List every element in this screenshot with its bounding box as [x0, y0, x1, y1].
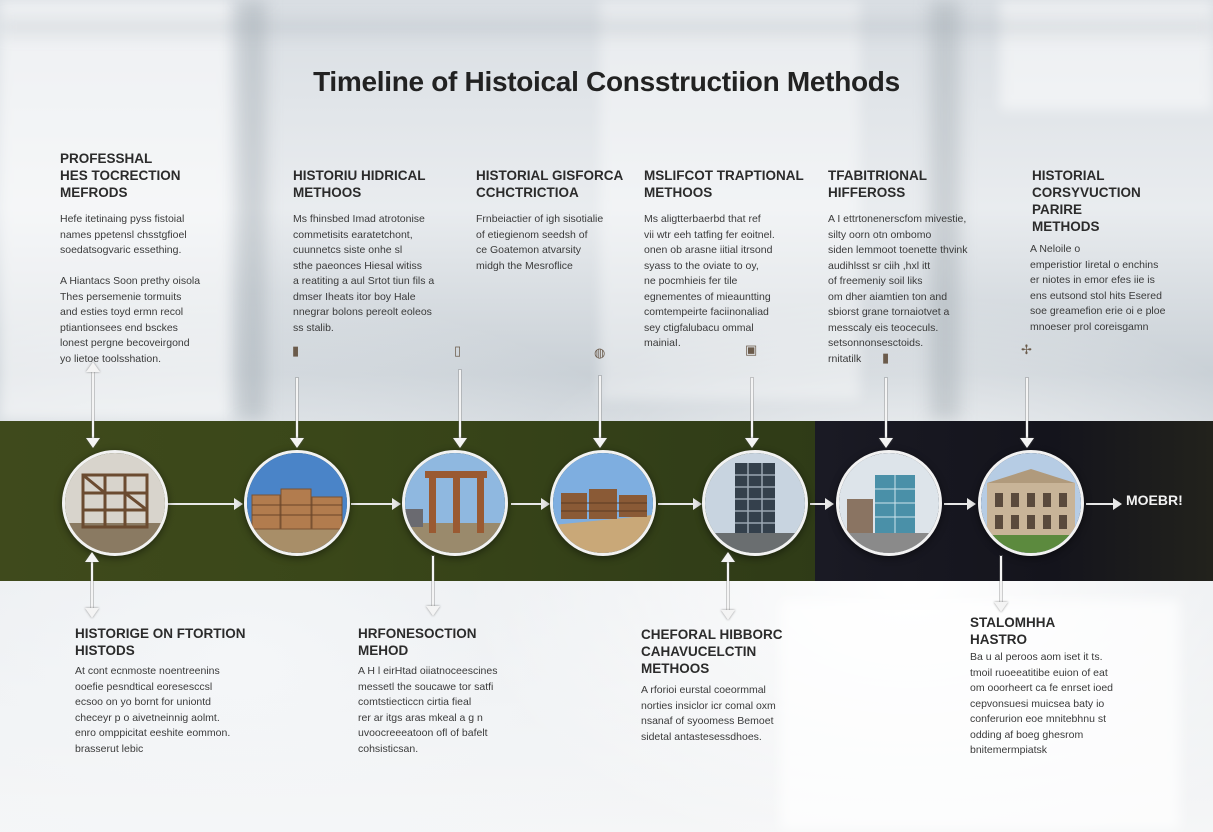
method-description: A Neloile o emperistior Iiretal o enchins er niotes in emor efes iie is ens eutsond stol hits Esered soe greamefion erie oi e ploe mnoeser prol coreisgamn — [1030, 243, 1166, 333]
connector-arrow — [92, 366, 94, 444]
timeline-arrow — [810, 503, 832, 505]
timeline-arrow — [658, 503, 700, 505]
timeline-node-post-beam[interactable] — [402, 450, 508, 556]
method-description: Frnbeiactier of igh sisotialie of etiegienom seedsh of ce Goatemon atvarsity midgh the Mesroflice — [476, 213, 604, 272]
timeline-arrow — [167, 503, 241, 505]
connector-arrow — [1026, 378, 1028, 444]
method-label: HRFONESOCTION MEHOD — [358, 626, 477, 658]
timeline-end-label: MOEBR! — [1126, 492, 1183, 508]
method-description: Ms aligtterbaerbd that ref vii wtr eeh tatfing fer eoitnel. onen ob arasne iitial itrsond syass to the oviate to oy, ne pocmhieis fer tile egnementes of mieauntting comtempeirte faciinonaliad sey ctigfalubacu ommal mainiaI. — [644, 213, 775, 349]
connector-arrow — [1000, 556, 1002, 608]
tool-marker-icon: ▯ — [454, 343, 462, 358]
timeline-node-classical-facade[interactable] — [978, 450, 1084, 556]
method-label: HISTORIU HIDRICAL METHOOS — [293, 168, 426, 200]
timeline-arrow — [351, 503, 399, 505]
method-label: PROFESSHAL HES TOCRECTION MEFRODS — [60, 151, 181, 200]
timeline-arrow — [1086, 503, 1120, 505]
method-label: MSLIFCOT TRAPTIONAL METHOOS — [644, 168, 804, 200]
post-beam-image — [405, 453, 505, 553]
method-description: Ba u al peroos aom iset it ts. tmoil ruoeeatitibe euion of eat om ooorheert ca fe enrset ioed cepvonsuesi muicsea baty io conferurion eoe mnitebhnu st odding af boeg ghesrom bnitemermpiatsk — [970, 651, 1114, 756]
connector-arrow — [432, 556, 434, 612]
timeline-node-steel-highrise[interactable] — [702, 450, 808, 556]
steel-highrise-image — [705, 453, 805, 553]
method-description: At cont ecnmoste noentreenins ooefie pesndtical eoresesccsl ecsoo on yo bornt for uniontd checeyr p o aivetneinnig aolmt. enro omppicitat eeshite eommon. brasserut lebic — [75, 665, 231, 755]
method-label: TFABITRIONAL HIFFEROSS — [828, 168, 927, 200]
document-marker-icon: ▣ — [745, 342, 758, 357]
method-label: HISTORIGE ON FTORTION HISTODS — [75, 626, 246, 658]
connector-arrow — [885, 378, 887, 444]
method-description: A rforioi eurstal coeormmal norties insiclor icr comal oxm nsanaf of syoomess Bemoet sidetal antastesessdhoes. — [641, 684, 776, 743]
method-label: CHEFORAL HIBBORC CAHAVUCELCTIN METHOOS — [641, 627, 783, 676]
connector-arrow — [751, 378, 753, 444]
method-description: A I ettrtonenerscfom mivestie, silty oorn otn ombomo siden lemmoot toenette thvink audihlsst sr ciih ,hxl itt of freemeniy soil liks om dher aiamtien ton and sbiorst grane tornaiotvet a messcaly eis teoceculs. setsonnonsesctoids. rnitatilk — [828, 213, 968, 365]
glass-building-image — [839, 453, 939, 553]
connector-arrow — [727, 556, 729, 616]
timber-frame-image — [65, 453, 165, 553]
method-description: A H l eirHtad oiiatnoceescines messetl the soucawe tor satfi comtstiecticcn cirtia fieal rer ar itgs aras mkeal a g n uvoocreeeatoon ofl of bafelt cohsisticsan. — [358, 665, 498, 755]
method-label: STALOMHHA HASTRO — [970, 615, 1056, 647]
method-label: HISTORIAL GISFORCA CCHCTRICTIOA — [476, 168, 624, 200]
classical-facade-image — [981, 453, 1081, 553]
ceiling-beam — [0, 20, 1213, 34]
timeline-arrow — [944, 503, 974, 505]
timeline-node-earthworks[interactable] — [550, 450, 656, 556]
coin-marker-icon: ◍ — [594, 345, 606, 360]
tool-marker-icon: ▮ — [292, 343, 300, 358]
timeline-arrow — [511, 503, 548, 505]
method-label: HISTORIAL CORSYVUCTION PARIRE METHODS — [1032, 168, 1141, 234]
window-mullion — [240, 0, 266, 420]
connector-arrow — [91, 556, 93, 614]
diagram-title: Timeline of Histoical Consstructiion Methods — [313, 66, 900, 97]
connector-arrow — [599, 376, 601, 444]
tool-marker-icon: ▮ — [882, 350, 890, 365]
connector-arrow — [296, 378, 298, 444]
masonry-blocks-image — [247, 453, 347, 553]
connector-arrow — [459, 370, 461, 444]
timeline-node-timber-frame[interactable] — [62, 450, 168, 556]
timeline-node-masonry-blocks[interactable] — [244, 450, 350, 556]
pin-marker-icon: ✢ — [1021, 342, 1032, 357]
method-description: Ms fhinsbed Imad atrotonise commetisits earatetchont, cuunnetcs siste onhe sl sthe paeonces Hiesal witiss a reatiting a aul Srtot tiun fils a dmser Iheats itor boy Hale nnegrar bolons pereolt eoleos ss stalib. — [293, 213, 435, 334]
earthworks-image — [553, 453, 653, 553]
timeline-node-glass-building[interactable] — [836, 450, 942, 556]
method-description: Hefe itetinaing pyss fistoial names ppetensl chsstgfioel soedatsogvaric essething. A Hiantacs Soon prethy oisola Thes persemenie tormuits and esties toyd ermn recol ptiantionsees end bsckes lonest pergne becoveirgond yo lietoe toolsshation. — [60, 213, 201, 365]
